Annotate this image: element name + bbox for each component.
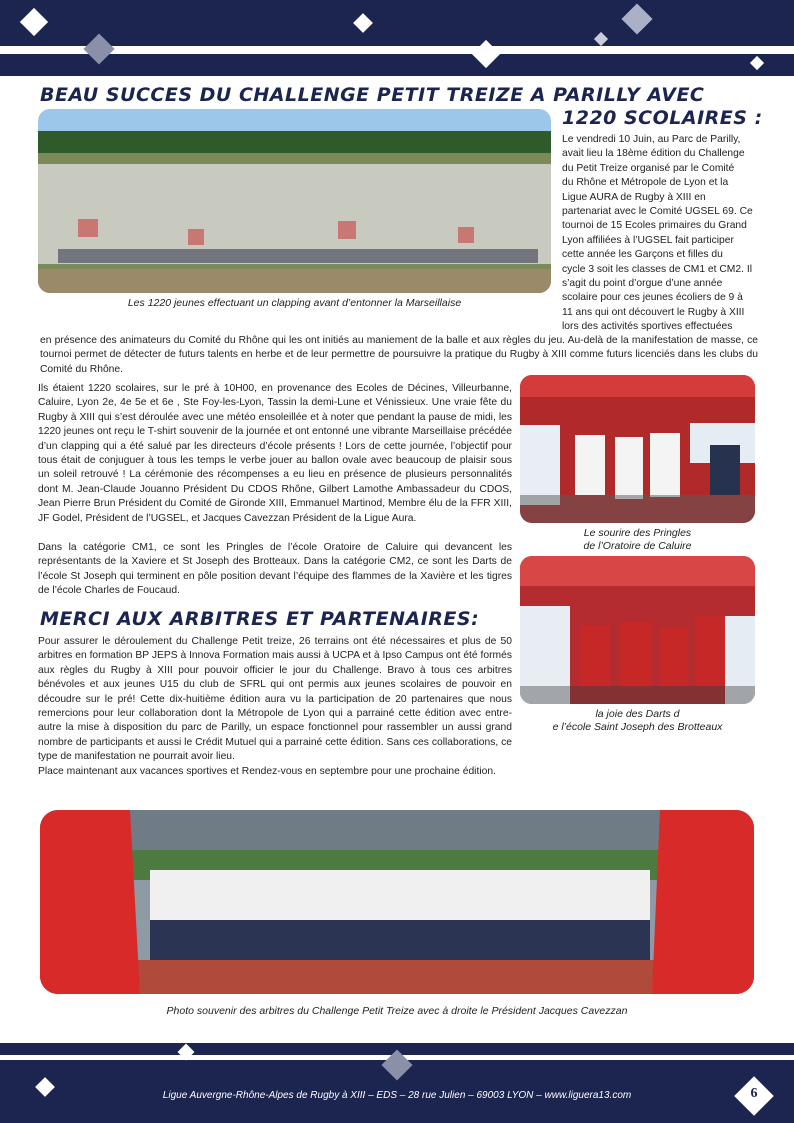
- text-line: partenariat avec le Comité UGSEL 69. Ce: [562, 206, 753, 218]
- photo-pringles: [520, 375, 755, 523]
- text-line: s’agit du point d’orgue d’une année: [562, 278, 723, 290]
- caption-photo2: [520, 527, 755, 553]
- text-line: du Rhône et Métropole de Lyon et la: [562, 177, 729, 189]
- paragraph-results: Dans la catégorie CM1, ce sont les Pringles de l’école Oratoire de Caluire qui devancent les représentants de la Xaviere et St Joseph des Brotteaux. Dans la catégorie CM2, ce sont les Darts de l’école St Joseph qui terminent en pôle position devant l’équipe des flammes de la Xavière et les tigres de l’école Charles de Foucaud.: [38, 542, 512, 597]
- text-line: tournoi de 15 Ecoles primaires du Grand: [562, 220, 747, 232]
- text-line: scolaire pour ces jeunes écoliers de 9 à: [562, 292, 743, 304]
- text-line: lors des activités sportives effectuées: [562, 321, 733, 333]
- text-line: 11 ans qui ont découvert le Rugby à XIII: [562, 306, 745, 318]
- intro-column: [562, 133, 758, 335]
- photo-darts: [520, 556, 755, 704]
- paragraph-details: Ils étaient 1220 scolaires, sur le pré à 10H00, en provenance des Ecoles de Décines, Villeurbanne, Caluire, Lyon 2e, 4e 5e et 6e , Ste Foy-les-Lyon, Tassin la demi-Lune et Vénissieux. Une vraie fête du Rugby à XIII qui s’est déroulée avec une météo ensoleillée et à noter que pendant la pause de midi, les 1220 jeunes ont reçu le T-shirt souvenir de la journée et ont entonné une vibrante Marseillaise précédée d’un clapping qui a été salué par les directeurs d’école présents ! Lors de cette journée, l’objectif pour tous était de conjuguer à tous les temps le verbe jouer au ballon ovale avec beaucoup de plaisir sous un soleil retrouvé ! La cérémonie des récompenses a eu lieu en présence de plusieurs personnalités dont M. Jean-Claude Jouanno Président Du CDOS Rhône, Gilbert Lamothe Ambassadeur du CDOS, Jean Pierre Brun Président du Comité de Gironde XIII, Emmanuel Martinod, Membre élu de la FFR XIII, JF Godel, Président de l’UGSEL, et Jacques Cavezzan Président de la Ligue Aura.: [38, 383, 512, 524]
- photo-crowd-clapping: [38, 109, 551, 293]
- page-title-continued: 1220 SCOLAIRES :: [562, 107, 763, 129]
- text-line: du Petit Treize organisé par le Comité: [562, 162, 735, 174]
- caption-line: e l’école Saint Joseph des Brotteaux: [552, 721, 723, 733]
- caption-line: de l’Oratoire de Caluire: [583, 540, 692, 552]
- caption-line: Le sourire des Pringles: [583, 527, 692, 539]
- page-title: BEAU SUCCES DU CHALLENGE PETIT TREIZE A PARILLY AVEC: [40, 84, 705, 106]
- text-line: Le vendredi 10 Juin, au Parc de Parilly,: [562, 134, 741, 145]
- photo-referees-group: [40, 810, 754, 994]
- text-line: Ligue AURA de Rugby à XIII en: [562, 191, 706, 203]
- caption-photo1: Les 1220 jeunes effectuant un clapping avant d’entonner la Marseillaise: [127, 297, 462, 309]
- caption-photo4: Photo souvenir des arbitres du Challenge Petit Treize avec à droite le Président Jacques Cavezzan: [166, 1005, 628, 1017]
- text-line: Lyon affiliées à l’UGSEL fait participer: [562, 234, 734, 246]
- footer-address: Ligue Auvergne-Rhône-Alpes de Rugby à XIII – EDS – 28 rue Julien – 69003 LYON – www.liguera13.com: [162, 1090, 632, 1101]
- header-stripe: [0, 46, 794, 54]
- text-line: cycle 3 soit les classes de CM1 et CM2. Il: [562, 263, 752, 275]
- caption-photo3: [520, 708, 755, 734]
- intro-paragraph: en présence des animateurs du Comité du Rhône qui les ont initiés au maniement de la balle et aux règles du jeu. Au-delà de la manifestation de masse, ce tournoi permet de détecter de futurs talents en herbe et de leur permettre de poursuivre la pratique du Rugby à XIII comme futurs licenciés dans les clubs du Comité du Rhône.: [40, 335, 758, 375]
- paragraph-partners: Pour assurer le déroulement du Challenge Petit treize, 26 terrains ont été nécessaires et plus de 50 arbitres en formation BP JEPS à Innova Formation mais aussi à UCPA et à Ipso Campus ont été formés aux règles du Rugby à XIII pour pouvoir officier le jour du Challenge. Bravo à tous ces arbitres bénévoles et aux jeunes U15 du club de SFRL qui ont permis aux jeunes scolaires de pouvoir en découdre sur le pré! Cette dix-huitième édition aura vu la participation de 20 partenaires que nous remercions pour leur collaboration dont la Métropole de Lyon qui a parrainé cette édition avec entre-autre la mise à disposition du parc de Parilly, un espace fonctionnel pour rassembler un aussi grand nombre de participants et aussi le Crédit Mutuel qui a parrainé cette édition. Sans ces collaborations, ce type de manifestation ne pourrait avoir lieu.: [38, 636, 512, 763]
- header-band: [0, 0, 794, 76]
- header-stripe-dark: [0, 54, 794, 58]
- paragraph-closing: Place maintenant aux vacances sportives et Rendez-vous en septembre pour une prochaine édition.: [38, 766, 496, 777]
- text-line: cette année les Garçons et filles du: [562, 249, 723, 261]
- page-number: 6: [750, 1086, 758, 1101]
- text-line: avait lieu la 18ème édition du Challenge: [562, 148, 745, 160]
- caption-line: la joie des Darts d: [595, 708, 680, 720]
- section-title-thanks: MERCI AUX ARBITRES ET PARTENAIRES:: [40, 608, 480, 630]
